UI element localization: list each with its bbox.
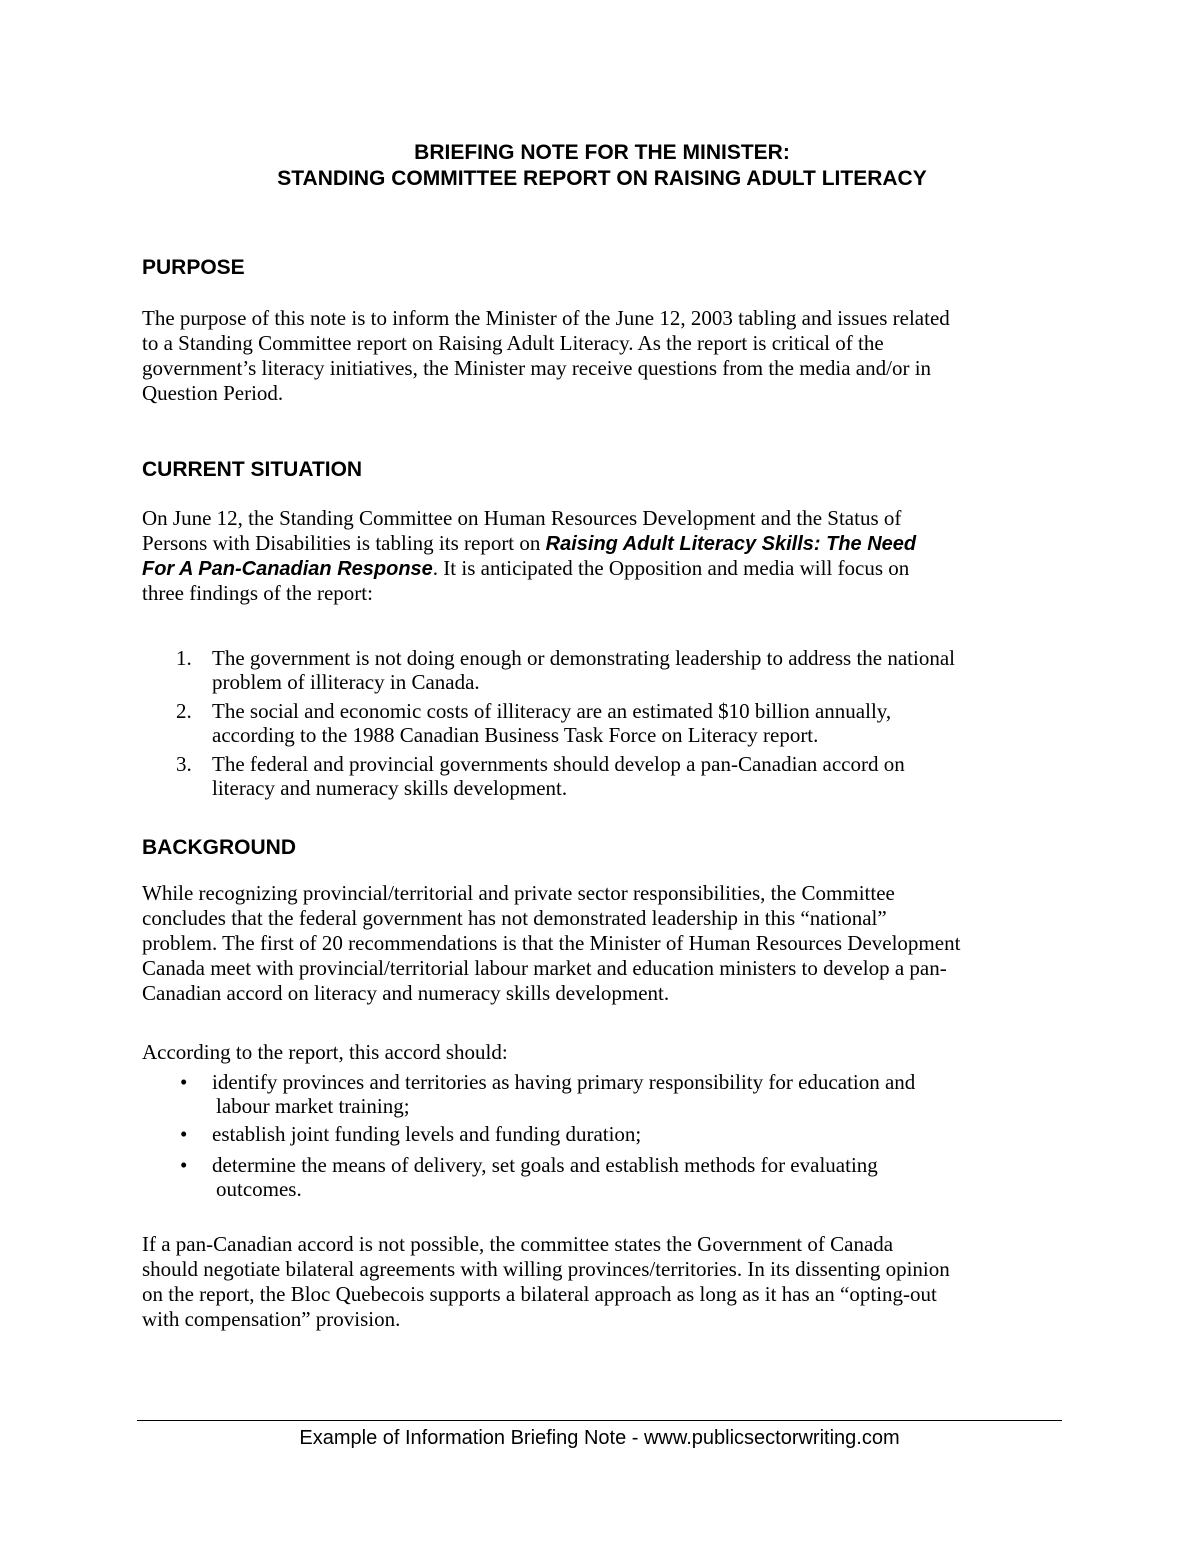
background-paragraph-3 [142,1232,1062,1332]
current-situation-text: Persons with Disabilities is tabling its report on [142,531,546,555]
current-situation-heading: CURRENT SITUATION [142,458,363,481]
current-situation-line: three findings of the report: [142,581,373,605]
bullet-marker: • [180,1153,188,1177]
background-line: Canadian accord on literacy and numeracy skills development. [142,981,670,1005]
list-item-line: The federal and provincial governments should develop a pan-Canadian accord on [212,752,905,776]
purpose-line: government’s literacy initiatives, the Minister may receive questions from the media and/or in [142,356,932,380]
list-item-text [212,752,905,800]
background-heading: BACKGROUND [142,836,296,859]
list-item-text [212,1153,878,1201]
list-item-text [212,1122,641,1146]
purpose-line: The purpose of this note is to inform the Minister of the June 12, 2003 tabling and issues related [142,306,950,330]
purpose-line: Question Period. [142,381,284,405]
background-line: While recognizing provincial/territorial and private sector responsibilities, the Committee [142,881,895,905]
document-title-line-1: BRIEFING NOTE FOR THE MINISTER: [414,141,790,164]
background-line: problem. The first of 20 recommendations is that the Minister of Human Resources Development [142,931,961,955]
list-item-line: The government is not doing enough or demonstrating leadership to address the national [212,646,955,670]
purpose-heading: PURPOSE [142,256,245,279]
purpose-line: to a Standing Committee report on Raising Adult Literacy. As the report is critical of the [142,331,884,355]
current-situation-text: . It is anticipated the Opposition and media will focus on [432,556,910,580]
report-title-emphasis: Raising Adult Literacy Skills: The Need [545,533,917,555]
background-paragraph-1 [142,881,1062,1006]
background-line: Canada meet with provincial/territorial labour market and education ministers to develop a pan- [142,956,947,980]
list-item-line: determine the means of delivery, set goals and establish methods for evaluating [212,1153,878,1177]
list-item-line: establish joint funding levels and funding duration; [212,1122,642,1146]
current-situation-line: On June 12, the Standing Committee on Human Resources Development and the Status of [142,506,902,530]
list-item-line: according to the 1988 Canadian Business Task Force on Literacy report. [212,723,819,747]
bullet-marker: • [180,1122,188,1146]
list-marker: 3. [176,752,192,776]
list-item-line: identify provinces and territories as having primary responsibility for education and [212,1070,916,1094]
list-item-line: labour market training; [216,1094,410,1118]
bullet-marker: • [180,1070,188,1094]
list-item-line: The social and economic costs of illiteracy are an estimated $10 billion annually, [212,699,892,723]
report-title-emphasis: For A Pan-Canadian Response [142,558,433,580]
list-item-line: problem of illiteracy in Canada. [212,670,480,694]
footer-rule [137,1420,1062,1421]
list-item-text [212,646,955,694]
background-line: If a pan-Canadian accord is not possible, the committee states the Government of Canada [142,1232,894,1256]
current-situation-paragraph [142,506,1062,606]
current-situation-line [142,556,1062,581]
list-item-text [212,699,891,747]
list-marker: 1. [176,646,192,670]
list-item-line: outcomes. [216,1177,302,1201]
list-item-line: literacy and numeracy skills development. [212,776,568,800]
background-line: should negotiate bilateral agreements with willing provinces/territories. In its dissenting opinion [142,1257,950,1281]
document-title-line-2: STANDING COMMITTEE REPORT ON RAISING ADULT LITERACY [277,167,927,190]
current-situation-line [142,531,1062,556]
list-marker: 2. [176,699,192,723]
footer-text: Example of Information Briefing Note - www.publicsectorwriting.com [299,1427,900,1449]
background-paragraph-2: According to the report, this accord should: [142,1040,508,1064]
background-line: with compensation” provision. [142,1307,401,1331]
list-item-text [212,1070,915,1118]
background-line: on the report, the Bloc Quebecois supports a bilateral approach as long as it has an “opting-out [142,1282,937,1306]
background-line: concludes that the federal government has not demonstrated leadership in this “national” [142,906,887,930]
purpose-paragraph [142,306,1062,406]
